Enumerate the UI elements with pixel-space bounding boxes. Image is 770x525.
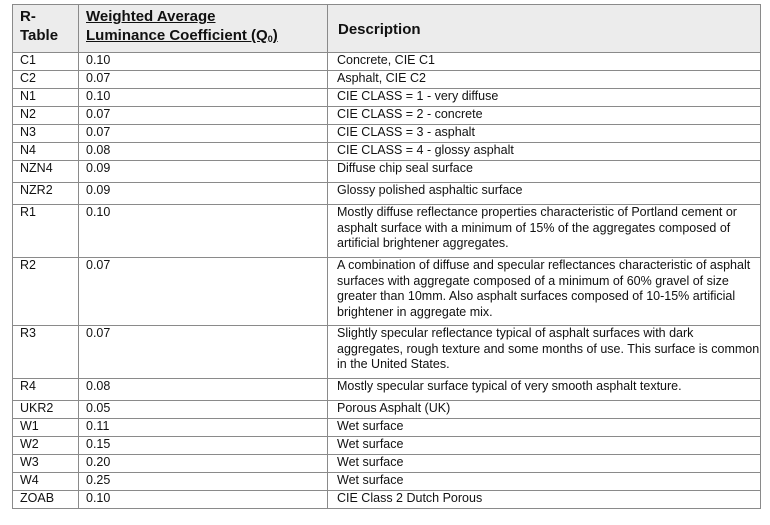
table-row [13,419,761,437]
cell-q0: 0.15 [79,437,328,455]
cell-rtable: UKR2 [13,401,79,419]
cell-q0: 0.08 [79,379,328,401]
cell-rtable: C2 [13,71,79,89]
table-row [13,437,761,455]
table-row [13,326,761,379]
cell-q0: 0.08 [79,143,328,161]
cell-rtable: N1 [13,89,79,107]
table-row [13,491,761,509]
cell-q0: 0.05 [79,401,328,419]
cell-description: CIE CLASS = 2 - concrete [328,107,761,125]
table-row [13,143,761,161]
table-row [13,379,761,401]
cell-description: Concrete, CIE C1 [328,53,761,71]
cell-q0: 0.07 [79,326,328,379]
table-row [13,125,761,143]
table-body [13,53,761,509]
cell-rtable: N4 [13,143,79,161]
table-row [13,401,761,419]
cell-description: Asphalt, CIE C2 [328,71,761,89]
cell-rtable: R1 [13,205,79,258]
cell-rtable: W3 [13,455,79,473]
cell-q0: 0.10 [79,89,328,107]
cell-q0: 0.07 [79,258,328,326]
header-rtable-line2: Table [20,27,59,44]
table-row [13,107,761,125]
cell-description: Glossy polished asphaltic surface [328,183,761,205]
cell-q0: 0.10 [79,53,328,71]
cell-description: CIE Class 2 Dutch Porous [328,491,761,509]
cell-q0: 0.10 [79,491,328,509]
header-q-close: ) [272,27,278,44]
header-rtable [13,5,79,53]
cell-rtable: ZOAB [13,491,79,509]
header-q-subscript: 0 [267,34,273,44]
table-row [13,161,761,183]
header-description: Description [328,5,761,53]
cell-q0: 0.25 [79,473,328,491]
cell-description: Wet surface [328,437,761,455]
header-q-line1: Weighted Average [86,8,216,25]
table-wrapper [12,4,761,509]
cell-rtable: N3 [13,125,79,143]
header-luminance-coefficient [79,5,328,53]
cell-q0: 0.09 [79,183,328,205]
table-row [13,183,761,205]
cell-rtable: R3 [13,326,79,379]
cell-description: CIE CLASS = 4 - glossy asphalt [328,143,761,161]
table-row [13,53,761,71]
cell-description: A combination of diffuse and specular reflectances characteristic of asphalt surfaces with aggregate composed of a minimum of 60% gravel of size greater than 10mm. Also asphalt surfaces composed of 10-15% artificial brightener in aggregate mix. [328,258,761,326]
cell-description: CIE CLASS = 3 - asphalt [328,125,761,143]
table-row [13,205,761,258]
cell-rtable: W1 [13,419,79,437]
header-rtable-line1: R- [20,8,36,25]
cell-description: Wet surface [328,455,761,473]
cell-description: Porous Asphalt (UK) [328,401,761,419]
cell-q0: 0.07 [79,125,328,143]
table-row [13,89,761,107]
table-row [13,258,761,326]
cell-q0: 0.07 [79,107,328,125]
cell-q0: 0.09 [79,161,328,183]
header-q-line2: Luminance Coefficient (Q [86,27,268,44]
cell-description: Slightly specular reflectance typical of asphalt surfaces with dark aggregates, rough texture and some months of use. This surface is common in the United States. [328,326,761,379]
cell-description: Wet surface [328,419,761,437]
cell-q0: 0.07 [79,71,328,89]
cell-q0: 0.20 [79,455,328,473]
cell-rtable: W4 [13,473,79,491]
cell-q0: 0.10 [79,205,328,258]
cell-rtable: N2 [13,107,79,125]
table-row [13,71,761,89]
cell-rtable: NZR2 [13,183,79,205]
cell-rtable: R4 [13,379,79,401]
table-row [13,455,761,473]
cell-rtable: W2 [13,437,79,455]
cell-description: Wet surface [328,473,761,491]
cell-description: Diffuse chip seal surface [328,161,761,183]
cell-description: Mostly diffuse reflectance properties characteristic of Portland cement or asphalt surface with a minimum of 15% of the aggregates composed of artificial brightener aggregates. [328,205,761,258]
table-row [13,473,761,491]
cell-rtable: NZN4 [13,161,79,183]
r-table-luminance-table [12,4,761,509]
cell-description: Mostly specular surface typical of very smooth asphalt texture. [328,379,761,401]
header-row [13,5,761,53]
cell-rtable: R2 [13,258,79,326]
cell-description: CIE CLASS = 1 - very diffuse [328,89,761,107]
cell-q0: 0.11 [79,419,328,437]
cell-rtable: C1 [13,53,79,71]
